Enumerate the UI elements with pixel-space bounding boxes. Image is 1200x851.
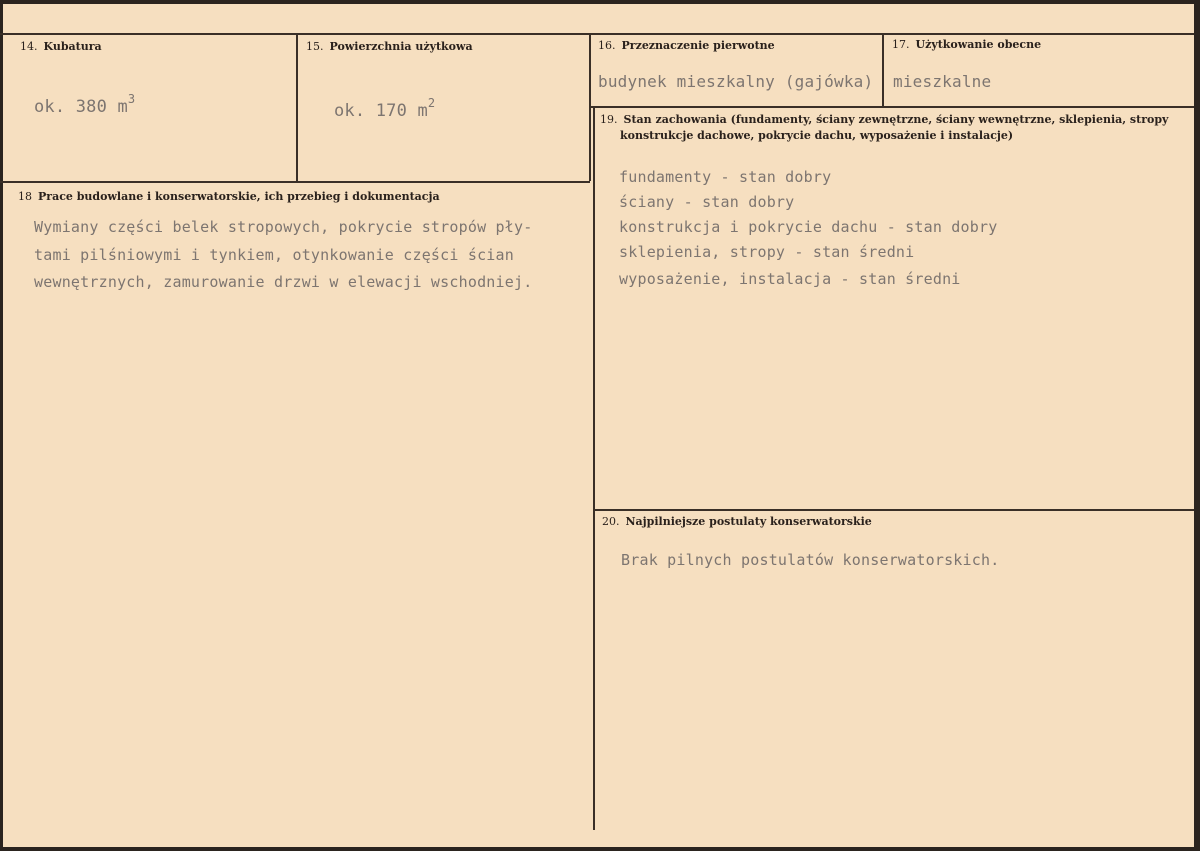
field-17-value: mieszkalne	[893, 72, 992, 91]
field-15-title: Powierzchnia użytkowa	[329, 40, 473, 53]
field-18-line-2: tami pilśniowymi i tynkiem, otynkowanie części ścian	[34, 246, 514, 264]
grid-line-right-upper	[590, 106, 1194, 108]
field-20-title: Najpilniejsze postulaty konserwatorskie	[625, 515, 872, 528]
field-17-label	[892, 38, 1041, 51]
field-18-line-3: wewnętrznych, zamurowanie drzwi w elewacji wschodniej.	[34, 273, 533, 291]
field-15-unit-exponent: 2	[427, 96, 436, 110]
card-edge-top	[0, 0, 1200, 4]
card-edge-bottom	[0, 847, 1200, 851]
field-19-title-line-2: konstrukcje dachowe, pokrycie dachu, wyposażenie i instalacje)	[620, 129, 1014, 142]
grid-line-v3	[593, 106, 595, 830]
field-18-line-1: Wymiany części belek stropowych, pokrycie stropów pły-	[34, 218, 533, 236]
field-14-title: Kubatura	[43, 40, 102, 53]
field-19-line-1: fundamenty - stan dobry	[619, 168, 832, 186]
field-14-number: 14.	[20, 40, 38, 53]
field-18-number: 18	[18, 190, 32, 203]
grid-line-v1	[296, 33, 298, 181]
field-19-label	[600, 112, 1190, 144]
field-16-label	[598, 39, 775, 52]
field-16-number: 16.	[598, 39, 616, 52]
card-edge-left	[0, 0, 3, 851]
field-20-number: 20.	[602, 515, 620, 528]
field-15-value-text: ok. 170 m	[334, 101, 428, 121]
grid-line-left-mid	[0, 181, 590, 183]
field-16-value: budynek mieszkalny (gajówka)	[598, 72, 874, 91]
field-16-title: Przeznaczenie pierwotne	[621, 39, 775, 52]
field-19-line-2: ściany - stan dobry	[619, 193, 795, 211]
field-15-value	[334, 96, 435, 121]
field-14-value	[34, 92, 135, 117]
field-17-title: Użytkowanie obecne	[915, 38, 1042, 51]
field-18-label	[18, 190, 440, 203]
grid-line-top	[0, 33, 1194, 35]
field-18-title: Prace budowlane i konserwatorskie, ich przebieg i dokumentacja	[38, 190, 440, 203]
field-19-line-4: sklepienia, stropy - stan średni	[619, 243, 915, 261]
field-15-label	[306, 40, 473, 53]
field-14-value-text: ok. 380 m	[34, 97, 128, 117]
field-17-number: 17.	[892, 38, 910, 51]
field-20-value: Brak pilnych postulatów konserwatorskich.	[621, 551, 1000, 569]
grid-line-v2	[589, 33, 591, 181]
field-19-line-5: wyposażenie, instalacja - stan średni	[619, 270, 961, 288]
card-edge-right	[1194, 0, 1200, 851]
field-14-label	[20, 40, 102, 53]
grid-line-right-mid	[594, 509, 1194, 511]
field-14-unit-exponent: 3	[127, 92, 136, 106]
field-15-number: 15.	[306, 40, 324, 53]
grid-line-v4	[882, 33, 884, 107]
field-19-number: 19.	[600, 113, 618, 126]
field-20-label	[602, 515, 872, 528]
field-19-title-line-1: Stan zachowania (fundamenty, ściany zewnętrzne, ściany wewnętrzne, sklepienia, stropy	[623, 113, 1169, 126]
field-19-line-3: konstrukcja i pokrycie dachu - stan dobry	[619, 218, 998, 236]
